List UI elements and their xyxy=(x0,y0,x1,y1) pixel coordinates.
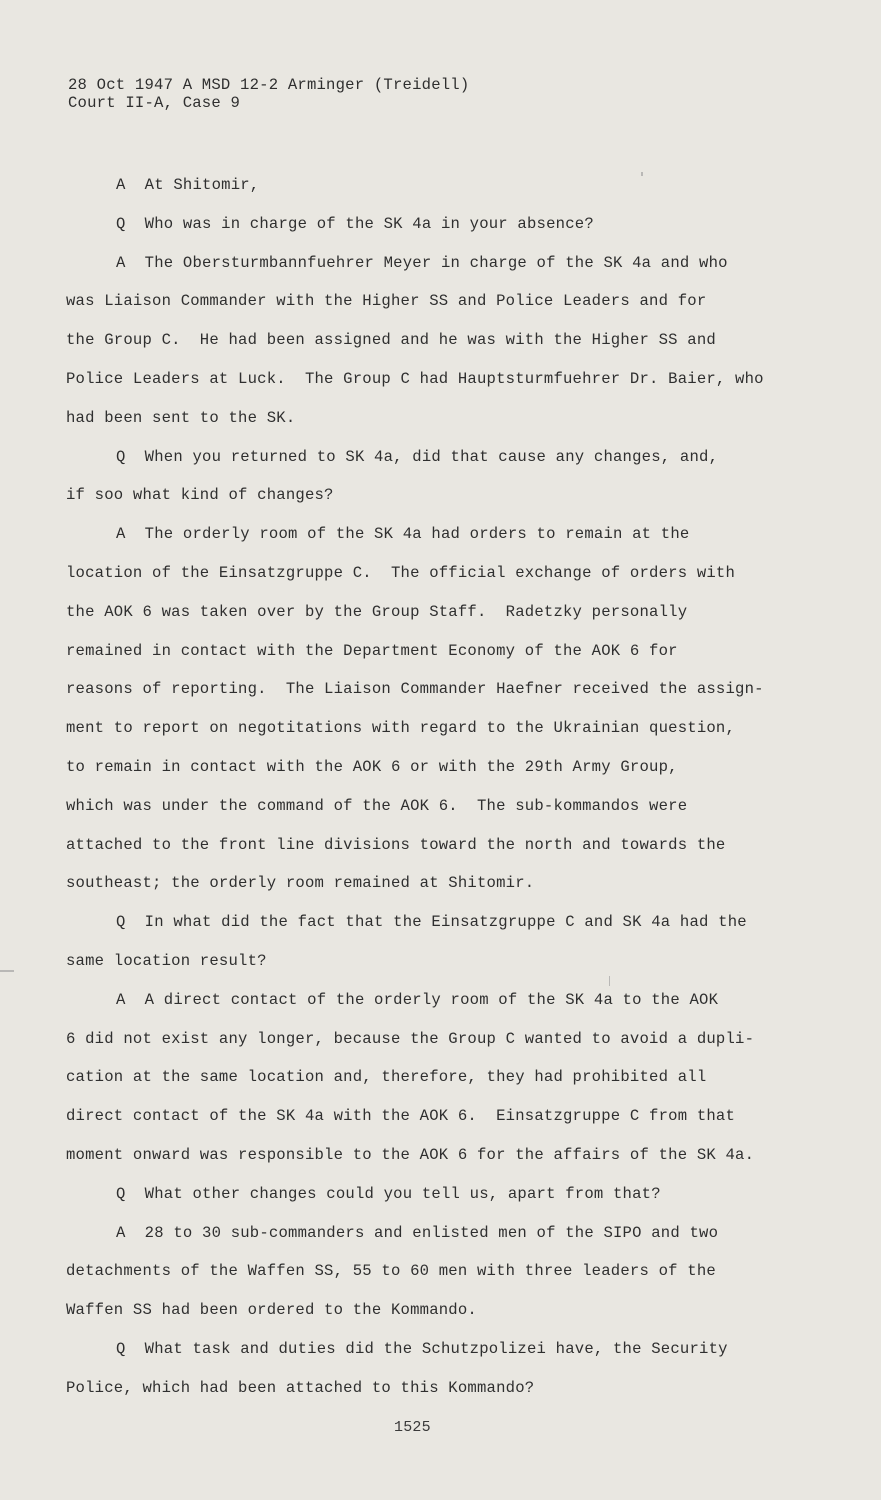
transcript-line: direct contact of the SK 4a with the AOK 6. Einsatzgruppe C from that xyxy=(66,1107,736,1126)
transcript-line: same location result? xyxy=(66,951,267,970)
transcript-line: was Liaison Commander with the Higher SS and Police Leaders and for xyxy=(66,292,707,311)
transcript-line: A 28 to 30 sub-commanders and enlisted men of the SIPO and two xyxy=(116,1223,719,1242)
transcript-line: attached to the front line divisions toward the north and towards the xyxy=(66,835,726,854)
transcript-line: cation at the same location and, therefore, they had prohibited all xyxy=(66,1068,707,1087)
page-number: 1525 xyxy=(394,1419,431,1436)
transcript-line: remained in contact with the Department Economy of the AOK 6 for xyxy=(66,641,678,660)
transcript-line: Police, which had been attached to this Kommando? xyxy=(66,1378,535,1397)
transcript-line: the AOK 6 was taken over by the Group Staff. Radetzky personally xyxy=(66,602,688,621)
transcript-line: if soo what kind of changes? xyxy=(66,486,334,505)
paper-mark xyxy=(0,970,14,972)
header-line-2: Court II-A, Case 9 xyxy=(68,94,241,112)
transcript-line: southeast; the orderly room remained at Shitomir. xyxy=(66,874,535,893)
transcript-line: to remain in contact with the AOK 6 or with the 29th Army Group, xyxy=(66,757,678,776)
transcript-line: Police Leaders at Luck. The Group C had Hauptsturmfuehrer Dr. Baier, who xyxy=(66,369,764,388)
transcript-line: Q What other changes could you tell us, apart from that? xyxy=(116,1184,661,1203)
transcript-line: 6 did not exist any longer, because the Group C wanted to avoid a dupli- xyxy=(66,1029,755,1048)
transcript-line: A A direct contact of the orderly room of the SK 4a to the AOK xyxy=(116,990,719,1009)
transcript-line: Q What task and duties did the Schutzpolizei have, the Security xyxy=(116,1339,728,1358)
transcript-line: the Group C. He had been assigned and he was with the Higher SS and xyxy=(66,331,716,350)
paper-mark xyxy=(641,172,643,176)
transcript-line: A The Obersturmbannfuehrer Meyer in charge of the SK 4a and who xyxy=(116,253,728,272)
transcript-line: ment to report on negotitations with regard to the Ukrainian question, xyxy=(66,719,736,738)
transcript-line: A The orderly room of the SK 4a had orders to remain at the xyxy=(116,525,690,544)
transcript-line: A At Shitomir, xyxy=(116,176,260,194)
header-line-1: 28 Oct 1947 A MSD 12-2 Arminger (Treidell) xyxy=(68,76,470,94)
transcript-line: Q Who was in charge of the SK 4a in your absence? xyxy=(116,214,594,233)
transcript-line: Q In what did the fact that the Einsatzgruppe C and SK 4a had the xyxy=(116,913,747,932)
transcript-line: reasons of reporting. The Liaison Commander Haefner received the assign- xyxy=(66,680,764,699)
transcript-line: moment onward was responsible to the AOK 6 for the affairs of the SK 4a. xyxy=(66,1145,755,1164)
transcript-line: location of the Einsatzgruppe C. The official exchange of orders with xyxy=(66,563,736,582)
transcript-line: which was under the command of the AOK 6. The sub-kommandos were xyxy=(66,796,688,815)
paper-mark xyxy=(609,976,610,986)
transcript-line: Waffen SS had been ordered to the Kommando. xyxy=(66,1301,477,1320)
transcript-body xyxy=(66,166,786,1408)
transcript-line: Q When you returned to SK 4a, did that cause any changes, and, xyxy=(116,447,719,466)
transcript-line: had been sent to the SK. xyxy=(66,408,296,427)
transcript-line: detachments of the Waffen SS, 55 to 60 men with three leaders of the xyxy=(66,1262,716,1281)
